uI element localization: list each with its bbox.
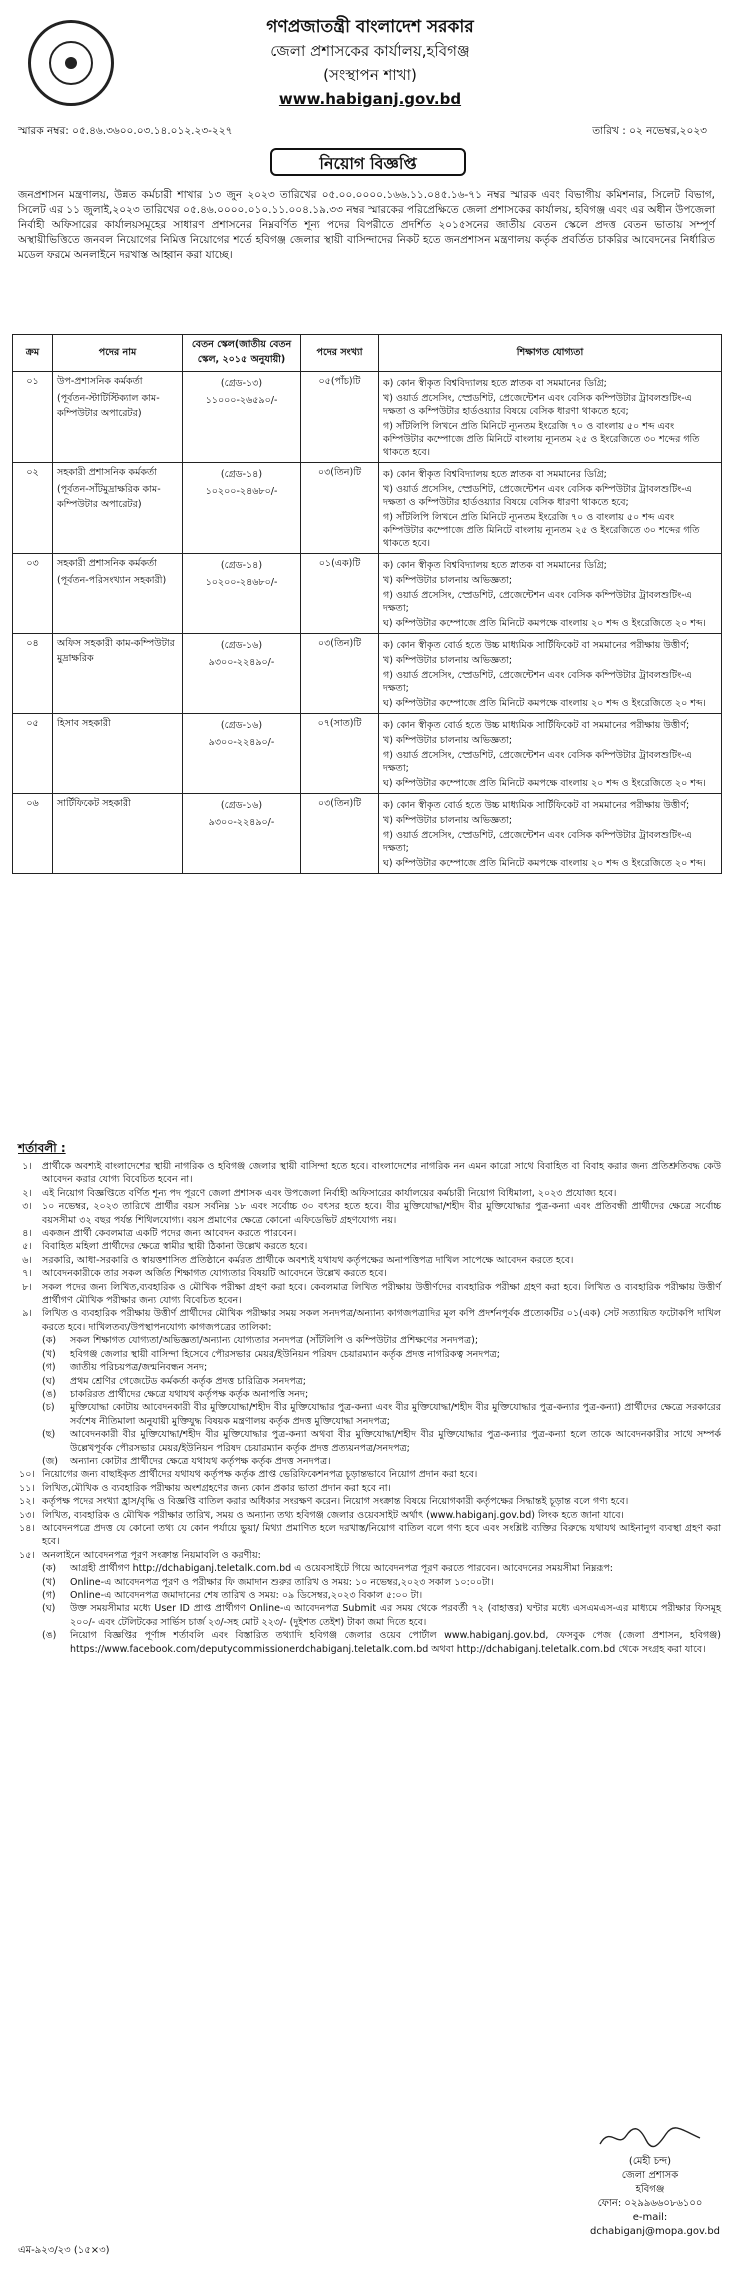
qualification-item: গ) ওয়ার্ড প্রসেসিং, স্প্রেডশিট, প্রেজেন্টেশন এবং বেসিক কম্পিউটার ট্রাবলশুটিং-এ দক্ষতা;: [383, 670, 692, 694]
condition-text: Online-এ আবেদনপত্র পূরণ ও পরীক্ষার ফি জমাদান শুরুর তারিখ ও সময়: ১০ নভেম্বর,২০২৩ সকাল ১০:০০টা।: [70, 1576, 494, 1588]
condition-subitem: [12, 1334, 721, 1347]
condition-number: ১।: [22, 1161, 32, 1172]
serial-cell: ০২: [13, 463, 53, 554]
condition-text: এই নিয়োগ বিজ্ঞপ্তিতে বর্ণিত শূন্য পদ পূরণে জেলা প্রশাসক এবং উপজেলা নির্বাহী অফিসারের কার্যালয়ের কর্মচারী নিয়োগ বিধিমালা, ২০২৩ প্রযোজ্য হবে।: [42, 1187, 617, 1199]
qualification-cell: [379, 372, 722, 463]
condition-item: [12, 1482, 721, 1495]
qualification-item: খ) কম্পিউটার চালনায় অভিজ্ঞতা;: [383, 655, 513, 666]
condition-number: ১০।: [19, 1469, 35, 1481]
pay-scale: ১০২০০-২৪৬৮০/-: [205, 486, 278, 497]
post-cell: [53, 372, 183, 463]
condition-item: [12, 1281, 721, 1308]
publication-reference: এম-৯২৩/২৩ (১৫×৩): [18, 2245, 110, 2256]
post-name: হিসাব সহকারী: [57, 718, 111, 729]
condition-text: অনলাইনে আবেদনপত্র পূরণ সংক্রান্ত নিয়মাবলি ও করণীয়:: [42, 1549, 261, 1561]
signer-phone: ফোন: ০২৯৯৬৬০৮৬১০০: [597, 2198, 703, 2209]
post-name: সহকারী প্রশাসনিক কর্মকর্তা: [57, 558, 157, 569]
grade: (গ্রেড-১৪): [220, 469, 263, 480]
condition-text: আবেদনপত্রে প্রদত্ত যে কোনো তথ্য যে কোন পর্যায়ে ভুয়া/ মিথ্যা প্রমাণিত হলে দরখাস্ত/নিয়োগ বাতিল বলে গণ্য হবে এবং সংশ্লিষ্ট ব্যক্তির বিরুদ্ধে যথাযথ আইনানুগ ব্যবস্থা গ্রহণ করা হবে।: [42, 1522, 721, 1548]
condition-item: [12, 1307, 721, 1334]
conditions-title: শর্তাবলী :: [18, 1141, 66, 1155]
signer-email: e-mail: dchabiganj@mopa.gov.bd: [590, 2212, 721, 2237]
post-cell: [53, 634, 183, 714]
condition-number: (গ): [42, 1362, 56, 1374]
notice-title: নিয়োগ বিজ্ঞপ্তি: [270, 148, 466, 176]
qualification-cell: [379, 463, 722, 554]
website-link[interactable]: www.habiganj.gov.bd: [278, 90, 462, 108]
condition-subitem: [12, 1428, 721, 1455]
condition-number: ১২।: [19, 1496, 35, 1508]
condition-number: ৮।: [22, 1281, 32, 1293]
condition-text: লিখিত,মৌখিক ও ব্যবহারিক পরীক্ষায় অংশগ্রহণের জন্য কোন প্রকার ভাতা প্রদান করা হবে না।: [42, 1482, 391, 1494]
condition-number: (চ): [42, 1402, 55, 1414]
qualification-item: ঘ) কম্পিউটার কম্পোজে প্রতি মিনিটে কমপক্ষে বাংলায় ২০ শব্দ ও ইংরেজিতে ২০ শব্দ।: [383, 618, 706, 629]
scale-cell: [183, 794, 301, 874]
condition-text: সকল পদের জন্য লিখিত,ব্যবহারিক ও মৌখিক পরীক্ষা গ্রহণ করা হবে। কেবলমাত্র লিখিত পরীক্ষায় উত্তীর্ণদের ব্যবহারিক পরীক্ষা গ্রহণ করা হবে। লিখিত ও ব্যবহারিক পরীক্ষায় উত্তীর্ণ প্রার্থীগণ মৌখিক পরীক্ষার জন্য যোগ্য বিবেচিত হবেন।: [42, 1281, 721, 1307]
condition-text: সকল শিক্ষাগত যোগ্যতা/অভিজ্ঞতা/অন্যান্য যোগ্যতার সনদপত্র (সাঁটলিপি ও কম্পিউটার প্রশিক্ষণের সনদপত্র);: [70, 1335, 479, 1347]
condition-text: নিয়োগের জন্য বাছাইকৃত প্রার্থীদের যথাযথ কর্তৃপক্ষ কর্তৃক প্রাপ্ত ভেরিফিকেশনপত্র চূড়ান্তভাবে নিয়োগ প্রদান করা হবে।: [42, 1469, 478, 1481]
condition-text: ১০ নভেম্বর, ২০২৩ তারিখে প্রার্থীর বয়স সর্বনিম্ন ১৮ এবং সর্বোচ্চ ৩০ বৎসর হতে হবে। বীর মুক্তিযোদ্ধা/শহীদ বীর মুক্তিযোদ্ধার পুত্র-কন্যা এবং প্রতিবন্ধী প্রার্থীদের ক্ষেত্রে সর্বোচ্চ বয়সসীমা ৩২ বছর পর্যন্ত শিথিলযোগ্য। বয়স প্রমাণের ক্ষেত্রে কোনো এফিডেভিট গ্রহণযোগ্য নয়।: [42, 1201, 721, 1226]
condition-item: [12, 1160, 721, 1187]
grade: (গ্রেড-১৬): [220, 720, 263, 731]
memo-number: স্মারক নম্বর: ০৫.৪৬.৩৬০০.০৩.১৪.০১২.২৩-২২৭: [18, 125, 233, 137]
condition-text: আবেদনকারীকে তার সকল অর্জিত শিক্ষাগত যোগ্যতার বিষয়টি আবেদনে উল্লেখ করতে হবে।: [42, 1268, 387, 1280]
post-name: অফিস সহকারী কাম-কম্পিউটার মুদ্রাক্ষরিক: [57, 638, 175, 664]
post-name: সহকারী প্রশাসনিক কর্মকর্তা: [57, 467, 157, 478]
count-cell: ০৩(তিন)টি: [301, 634, 379, 714]
header-serial: ক্রম: [13, 335, 53, 372]
grade: (গ্রেড-১৬): [220, 800, 263, 811]
qualification-cell: [379, 794, 722, 874]
qualification-item: খ) ওয়ার্ড প্রসেসিং, স্প্রেডশিট, প্রেজেন্টেশন এবং বেসিক কম্পিউটার ট্রাবলশুটিং-এ দক্ষতা ও কম্পিউটার হার্ডওয়্যার বিষয়ে বেসিক ধারণা থাকতে হবে;: [383, 484, 692, 508]
posts-table-body: [13, 372, 722, 874]
qualification-item: ক) কোন স্বীকৃত বোর্ড হতে উচ্চ মাধ্যমিক সার্টিফিকেট বা সমমানের পরীক্ষায় উত্তীর্ণ;: [383, 720, 690, 731]
condition-item: [12, 1254, 721, 1267]
condition-text: প্রার্থীকে অবশ্যই বাংলাদেশের স্থায়ী নাগরিক ও হবিগঞ্জ জেলার স্থায়ী বাসিন্দা হতে হবে। বাংলাদেশের নাগরিক নন এমন কারো সাথে বিবাহিত বা বিবাহ করার জন্য প্রতিশ্রুতিবদ্ধ কেউ আবেদন করার যোগ্য বিবেচিত হবেন না।: [42, 1161, 721, 1186]
count-cell: ০৩(তিন)টি: [301, 794, 379, 874]
scale-cell: [183, 714, 301, 794]
signature-icon: [596, 2122, 706, 2152]
table-row: [13, 634, 722, 714]
condition-number: (ঘ): [42, 1603, 56, 1615]
qualification-item: ক) কোন স্বীকৃত বিশ্ববিদ্যালয় হতে স্নাতক বা সমমানের ডিগ্রি;: [383, 378, 607, 389]
condition-number: (জ): [42, 1455, 58, 1467]
qualification-item: ক) কোন স্বীকৃত বিশ্ববিদ্যালয় হতে স্নাতক বা সমমানের ডিগ্রি;: [383, 469, 607, 480]
condition-text: কর্তৃপক্ষ পদের সংখ্যা হ্রাস/বৃদ্ধি ও বিজ্ঞপ্তি বাতিল করার অধিকার সংরক্ষণ করেন। নিয়োগ সংক্রান্ত বিষয়ে নিয়োগকারী কর্তৃপক্ষের সিদ্ধান্তই চূড়ান্ত বলে গণ্য হবে।: [42, 1496, 629, 1508]
condition-subitem: [12, 1589, 721, 1602]
condition-text: আবেদনকারী বীর মুক্তিযোদ্ধা/শহীদ বীর মুক্তিযোদ্ধার পুত্র-কন্যা অথবা বীর মুক্তিযোদ্ধা/শহীদ বীর মুক্তিযোদ্ধার পুত্র-কন্যার পুত্র-কন্যা হলে তাকে আবেদনকারীর সাথে সম্পর্ক উল্লেখপূর্বক পৌরসভার মেয়র/ইউনিয়ন পরিষদ চেয়ারম্যান কর্তৃক প্রদত্ত প্রত্যয়নপত্র/সনদপত্র;: [70, 1429, 721, 1454]
condition-number: (খ): [42, 1576, 56, 1588]
condition-number: (খ): [42, 1348, 56, 1360]
qualification-item: খ) কম্পিউটার চালনায় অভিজ্ঞতা;: [383, 815, 513, 826]
signatory-block: [590, 2155, 721, 2239]
condition-subitem: [12, 1348, 721, 1361]
condition-item: [12, 1495, 721, 1508]
branch-title: (সংস্থাপন শাখা): [323, 66, 417, 84]
post-note: (পূর্বতন-সাঁটমুদ্রাক্ষরিক কাম-কম্পিউটার অপারেটর): [57, 484, 161, 510]
count-cell: ০৩(তিন)টি: [301, 463, 379, 554]
condition-text: নিয়োগ বিজ্ঞপ্তির পূর্ণাঙ্গ শর্তাবলি এবং বিস্তারিত তথ্যাদি হবিগঞ্জ জেলার ওয়েব পোর্টাল www.habiganj.gov.bd, ফেসবুক পেজ (জেলা প্রশাসন, হবিগঞ্জ) https://www.facebook.com/deputycommissionerdchabiganj.teletalk.com.bd অথবা http://dchabiganj.teletalk.com.bd থেকে সংগ্রহ করা যাবে।: [70, 1630, 721, 1655]
condition-item: [12, 1468, 721, 1481]
pay-scale: ১১০০০-২৬৫৯০/-: [205, 395, 278, 406]
scale-cell: [183, 463, 301, 554]
qualification-item: ঘ) কম্পিউটার কম্পোজে প্রতি মিনিটে কমপক্ষে বাংলায় ২০ শব্দ ও ইংরেজিতে ২০ শব্দ।: [383, 698, 706, 709]
condition-subitem: [12, 1602, 721, 1629]
pay-scale: ৯৩০০-২২৪৯০/-: [208, 737, 275, 748]
table-header-row: [13, 335, 722, 372]
scale-cell: [183, 372, 301, 463]
pay-scale: ১০২০০-২৪৬৮০/-: [205, 577, 278, 588]
condition-number: (ঘ): [42, 1375, 56, 1387]
qualification-item: খ) ওয়ার্ড প্রসেসিং, স্প্রেডশিট, প্রেজেন্টেশন এবং বেসিক কম্পিউটার ট্রাবলশুটিং-এ দক্ষতা ও কম্পিউটার হার্ডওয়্যার বিষয়ে বেসিক ধারণা থাকতে হবে;: [383, 393, 692, 417]
condition-number: (ঙ): [42, 1630, 57, 1642]
intro-paragraph: জনপ্রশাসন মন্ত্রণালয়, উন্নত কর্মচারী শাখার ১৩ জুন ২০২৩ তারিখের ০৫.০০.০০০০.১৬৬.১১.০৪৫.১৬-৭১ নম্বর স্মারক এবং বিভাগীয় কমিশনার, সিলেট বিভাগ, সিলেট এর ১১ জুলাই,২০২৩ তারিখের ০৫.৪৬.০০০০.০১০.১১.০০৪.১৯.৩৩ নম্বর স্মারকের পরিপ্রেক্ষিতে জেলা প্রশাসকের কার্যালয়, হবিগঞ্জ এবং এর অধীন উপজেলা নির্বাহী অফিসারের কার্যালয়সমূহের সাধারণ প্রশাসনের নিম্নবর্ণিত শূন্য পদের বিপরীতে প্রদর্শিত ২০১৫সনের জাতীয় বেতন স্কেলে প্রদত্ত বেতন ভাতায় সম্পূর্ণ অস্থায়ীভিত্তিতে জনবল নিয়োগের নিমিত্ত নিয়োগের শর্তে হবিগঞ্জ জেলার স্থায়ী বাসিন্দাদের নিকট হতে জনপ্রশাসন মন্ত্রণালয় কর্তৃক প্রবর্তিত চাকরির আবেদনের নির্ধারিত মডেল ফরমে অনলাইনে দরখাস্ত আহ্বান করা যাচ্ছে।: [18, 189, 715, 261]
qualification-item: খ) কম্পিউটার চালনায় অভিজ্ঞতা;: [383, 575, 513, 586]
count-cell: ০৭(সাত)টি: [301, 714, 379, 794]
condition-text: অন্যান্য কোটার প্রার্থীদের ক্ষেত্রে যথাযথ কর্তৃপক্ষ কর্তৃক প্রদত্ত সনদপত্র।: [70, 1455, 331, 1467]
grade: (গ্রেড-১৩): [220, 378, 263, 389]
condition-item: [12, 1509, 721, 1522]
condition-item: [12, 1240, 721, 1253]
header-qualification: শিক্ষাগত যোগ্যতা: [379, 335, 722, 372]
condition-number: ১৫।: [19, 1549, 35, 1561]
serial-cell: ০৫: [13, 714, 53, 794]
qualification-item: ক) কোন স্বীকৃত বোর্ড হতে উচ্চ মাধ্যমিক সার্টিফিকেট বা সমমানের পরীক্ষায় উত্তীর্ণ;: [383, 800, 690, 811]
condition-item: [12, 1227, 721, 1240]
serial-cell: ০১: [13, 372, 53, 463]
header-post: পদের নাম: [53, 335, 183, 372]
condition-number: ৩।: [22, 1201, 32, 1213]
condition-text: মুক্তিযোদ্ধা কোটায় আবেদনকারী বীর মুক্তিযোদ্ধা/শহীদ বীর মুক্তিযোদ্ধার পুত্র-কন্যা এবং বীর মুক্তিযোদ্ধা/শহীদ বীর মুক্তিযোদ্ধার পুত্র-কন্যার পুত্র-কন্যা) প্রার্থীদের ক্ষেত্রে সরকারের সর্বশেষ নীতিমালা অনুযায়ী মুক্তিযুদ্ধ বিষয়ক মন্ত্রণালয় কর্তৃক প্রদত্ত মুক্তিযোদ্ধা সনদপত্র;: [70, 1402, 721, 1427]
post-name: সার্টিফিকেট সহকারী: [57, 798, 131, 809]
condition-text: Online-এ আবেদনপত্র জমাদানের শেষ তারিখ ও সময়: ০৯ ডিসেম্বর,২০২৩ বিকাল ৫:০০ টা।: [70, 1590, 423, 1601]
serial-cell: ০৩: [13, 554, 53, 634]
condition-number: (ছ): [42, 1429, 56, 1441]
qualification-item: ক) কোন স্বীকৃত বোর্ড হতে উচ্চ মাধ্যমিক সার্টিফিকেট বা সমমানের পরীক্ষায় উত্তীর্ণ;: [383, 640, 690, 651]
table-row: [13, 463, 722, 554]
pay-scale: ৯৩০০-২২৪৯০/-: [208, 657, 275, 668]
condition-item: [12, 1549, 721, 1562]
qualification-item: গ) ওয়ার্ড প্রসেসিং, স্প্রেডশিট, প্রেজেন্টেশন এবং বেসিক কম্পিউটার ট্রাবলশুটিং-এ দক্ষতা;: [383, 750, 692, 774]
condition-number: ১১।: [19, 1482, 35, 1494]
condition-item: [12, 1267, 721, 1280]
qualification-item: ক) কোন স্বীকৃত বিশ্ববিদ্যালয় হতে স্নাতক বা সমমানের ডিগ্রি;: [383, 560, 607, 571]
condition-number: ১৪।: [19, 1522, 35, 1534]
condition-number: (গ): [42, 1590, 56, 1601]
government-title: গণপ্রজাতন্ত্রী বাংলাদেশ সরকার: [266, 17, 474, 37]
condition-subitem: [12, 1562, 721, 1575]
qualification-item: গ) ওয়ার্ড প্রসেসিং, স্প্রেডশিট, প্রেজেন্টেশন এবং বেসিক কম্পিউটার ট্রাবলশুটিং-এ দক্ষতা;: [383, 830, 692, 854]
qualification-cell: [379, 714, 722, 794]
table-row: [13, 794, 722, 874]
serial-cell: ০৪: [13, 634, 53, 714]
conditions-list: [12, 1160, 721, 1656]
qualification-cell: [379, 554, 722, 634]
post-cell: [53, 554, 183, 634]
post-cell: [53, 794, 183, 874]
post-note: (পূর্বতন-পরিসংখ্যান সহকারী): [57, 575, 167, 586]
condition-subitem: [12, 1576, 721, 1589]
qualification-cell: [379, 634, 722, 714]
condition-text: চাকরিরত প্রার্থীদের ক্ষেত্রে যথাযথ কর্তৃপক্ষ কর্তৃক অনাপত্তি সনদ;: [70, 1388, 309, 1400]
qualification-item: খ) কম্পিউটার চালনায় অভিজ্ঞতা;: [383, 735, 513, 746]
table-row: [13, 372, 722, 463]
signer-place: হবিগঞ্জ: [635, 2184, 665, 2195]
signer-title: জেলা প্রশাসক: [621, 2170, 679, 2181]
scale-cell: [183, 554, 301, 634]
notice-date: তারিখ : ০২ নভেম্বর,২০২৩: [592, 125, 707, 137]
condition-text: বিবাহিত মহিলা প্রার্থীদের ক্ষেত্রে স্বামীর স্থায়ী ঠিকানা উল্লেখ করতে হবে।: [42, 1241, 308, 1253]
condition-subitem: [12, 1455, 721, 1468]
qualification-item: ঘ) কম্পিউটার কম্পোজে প্রতি মিনিটে কমপক্ষে বাংলায় ২০ শব্দ ও ইংরেজিতে ২০ শব্দ।: [383, 778, 706, 789]
condition-text: আগ্রহী প্রার্থীগণ http://dchabiganj.teletalk.com.bd এ ওয়েবসাইটে গিয়ে আবেদনপত্র পূরণ করতে পারবেন। আবেদনের সময়সীমা নিম্নরূপ:: [70, 1563, 613, 1575]
condition-item: [12, 1522, 721, 1549]
qualification-item: গ) ওয়ার্ড প্রসেসিং, স্প্রেডশিট, প্রেজেন্টেশন এবং বেসিক কম্পিউটার ট্রাবলশুটিং-এ দক্ষতা;: [383, 590, 692, 614]
condition-number: ৫।: [22, 1241, 32, 1253]
grade: (গ্রেড-১৬): [220, 640, 263, 651]
condition-text: হবিগঞ্জ জেলার স্থায়ী বাসিন্দা হিসেবে পৌরসভার মেয়র/ইউনিয়ন পরিষদ চেয়ারম্যান কর্তৃক প্রদত্ত নাগরিকত্ব সনদপত্র;: [70, 1348, 500, 1360]
condition-text: সরকারি, আধা-সরকারি ও স্বায়ত্তশাসিত প্রতিষ্ঠানে কর্মরত প্রার্থীকে অবশ্যই যথাযথ কর্তৃপক্ষের অনাপত্তিপত্র দাখিল সাপেক্ষে আবেদন করতে হবে।: [42, 1254, 574, 1266]
condition-number: ৪।: [22, 1228, 32, 1240]
condition-subitem: [12, 1629, 721, 1656]
condition-number: ৯।: [22, 1308, 32, 1320]
qualification-item: গ) সাঁটলিপি লিখনে প্রতি মিনিটে ন্যূনতম ইংরেজি ৭০ ও বাংলায় ৫০ শব্দ এবং কম্পিউটার কম্পোজে প্রতি মিনিটে বাংলায় ন্যূনতম ২৫ ও ইংরেজিতে ৩০ শব্দের গতি থাকতে হবে।: [383, 421, 700, 458]
signer-name: (মেহী চন্দ): [628, 2156, 672, 2167]
condition-text: একজন প্রার্থী কেবলমাত্র একটি পদের জন্য আবেদন করতে পারবেন।: [42, 1228, 297, 1240]
condition-text: জাতীয় পরিচয়পত্র/জন্মনিবন্ধন সনদ;: [70, 1362, 208, 1374]
posts-table: [12, 334, 722, 874]
condition-number: ৬।: [22, 1254, 32, 1266]
condition-item: [12, 1200, 721, 1227]
header-scale: বেতন স্কেল(জাতীয় বেতন স্কেল, ২০১৫ অনুযায়ী): [183, 335, 301, 372]
condition-number: (ঙ): [42, 1388, 57, 1400]
count-cell: ০৫(পাঁচ)টি: [301, 372, 379, 463]
qualification-item: ঘ) কম্পিউটার কম্পোজে প্রতি মিনিটে কমপক্ষে বাংলায় ২০ শব্দ ও ইংরেজিতে ২০ শব্দ।: [383, 858, 706, 869]
condition-text: লিখিত ও ব্যবহারিক পরীক্ষায় উত্তীর্ণ প্রার্থীদের মৌখিক পরীক্ষার সময় সকল সনদপত্র/অন্যান্য কাগজপত্রাদির মূল কপি প্রদর্শনপূর্বক প্রত্যেকটির ০১(এক) সেট সত্যায়িত ফটোকপি দাখিল করতে হবে। দাখিলতব্য/উপস্থাপনযোগ্য কাগজপত্রের তালিকা:: [42, 1308, 721, 1333]
post-note: (পূর্বতন-স্টাটিস্টিক্যাল কাম-কম্পিউটার অপারেটর): [57, 393, 160, 419]
condition-text: প্রথম শ্রেণির গেজেটেড কর্মকর্তা কর্তৃক প্রদত্ত চারিত্রিক সনদপত্র;: [70, 1375, 306, 1387]
condition-number: ১৩।: [19, 1509, 35, 1521]
header-count: পদের সংখ্যা: [301, 335, 379, 372]
condition-subitem: [12, 1361, 721, 1374]
post-name: উপ-প্রশাসনিক কর্মকর্তা: [57, 376, 143, 387]
condition-text: উক্ত সময়সীমার মধ্যে User ID প্রাপ্ত প্রার্থীগণ Online-এ আবেদনপত্র Submit এর সময় থেকে পরবর্তী ৭২ (বাহাত্তর) ঘণ্টার মধ্যে এসএমএস-এর মাধ্যমে পরীক্ষার ফিসমূহ ২০০/- এবং টেলিটকের সার্ভিস চার্জ ২৩/-সহ মোট ২২৩/- (দুইশত তেইশ) টাকা জমা দিতে হবে।: [70, 1603, 721, 1628]
condition-number: ৭।: [22, 1268, 32, 1280]
office-title: জেলা প্রশাসকের কার্যালয়,হবিগঞ্জ: [270, 42, 470, 60]
government-seal-icon: [28, 20, 114, 106]
serial-cell: ০৬: [13, 794, 53, 874]
condition-subitem: [12, 1375, 721, 1388]
scale-cell: [183, 634, 301, 714]
condition-subitem: [12, 1401, 721, 1428]
condition-number: (ক): [42, 1335, 57, 1347]
post-cell: [53, 463, 183, 554]
condition-text: লিখিত, ব্যবহারিক ও মৌখিক পরীক্ষার তারিখ, সময় ও অন্যান্য তথ্য হবিগঞ্জ জেলার ওয়েবসাইট অর্থাৎ (www.habiganj.gov.bd) লিংক হতে জানা যাবে।: [42, 1509, 624, 1521]
table-row: [13, 554, 722, 634]
post-cell: [53, 714, 183, 794]
table-row: [13, 714, 722, 794]
grade: (গ্রেড-১৪): [220, 560, 263, 571]
count-cell: ০১(এক)টি: [301, 554, 379, 634]
condition-subitem: [12, 1388, 721, 1401]
qualification-item: গ) সাঁটলিপি লিখনে প্রতি মিনিটে ন্যূনতম ইংরেজি ৭০ ও বাংলায় ৫০ শব্দ এবং কম্পিউটার কম্পোজে প্রতি মিনিটে বাংলায় ন্যূনতম ২৫ ও ইংরেজিতে ৩০ শব্দের গতি থাকতে হবে।: [383, 512, 700, 549]
condition-number: (ক): [42, 1563, 57, 1575]
condition-item: [12, 1187, 721, 1200]
condition-number: ২।: [22, 1187, 32, 1199]
pay-scale: ৯৩০০-২২৪৯০/-: [208, 817, 275, 828]
